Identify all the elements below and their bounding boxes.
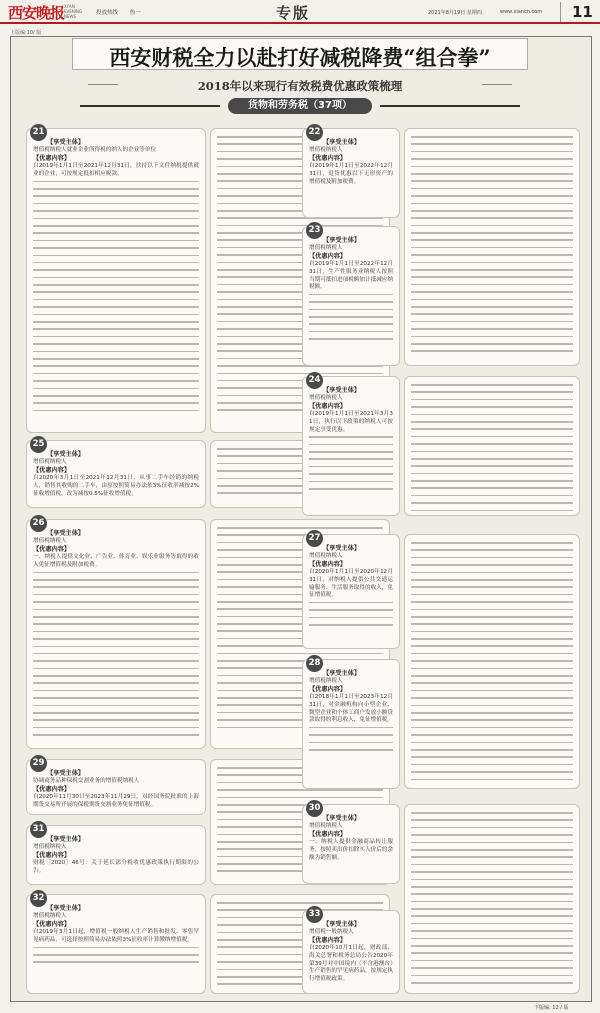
item-body: 自2020年10月1日起，财政部、海关总署和税务总局公告2020年第39号对中国境内（不含港澳台）生产销售的罕见病药品，按规定执行增值税政策。 (309, 945, 393, 982)
page-headline: 西安财税全力以赴打好减税降费“组合拳” (109, 45, 491, 70)
policy-item-23 (302, 226, 400, 366)
item-body: 自2020年1月1日至2020年12月31日，对纳税人提供公共交通运输服务、生活服务取得的收入，免征增值税。 (309, 569, 393, 599)
item-number: 33 (306, 906, 323, 923)
policy-item-27-continued (404, 534, 580, 789)
subtitle-rule-right (482, 84, 512, 85)
website-link[interactable]: www.xiancn.com (500, 9, 543, 15)
item-body: 财税〔2020〕46号：关于延长部分税收优惠政策执行期限的公告。 (33, 860, 199, 874)
policy-item-31 (26, 825, 206, 885)
item-body: 增值税纳税人 (33, 459, 67, 466)
item-subtitle: 【优惠内容】 (33, 467, 71, 474)
item-body: 自2019年1月1日至2022年12月31日，生产性服务业纳税人按照当期可抵扣进项税额加计抵减应纳税额。 (309, 261, 393, 291)
logo-subtitle: XI'AN EVENING NEWS (64, 4, 83, 19)
item-body: 增值税纳税人 (33, 844, 67, 851)
item-body: 自2020年3月1日至2021年12月31日，从事二手车经销的纳税人，销售其收购的二手车，由原按照简易办法依3%征收率减按2%征收增值税，改为减按0.5%征收增值税。 (33, 475, 199, 497)
item-body: 增值税纳税人 (309, 395, 343, 402)
item-title: 【享受主体】 (47, 139, 85, 146)
item-body: 增值税纳税人 (309, 147, 343, 154)
item-body: 一、纳税人提供金融商品转让服务，按照卖出价扣除买入价后的余额为销售额。 (309, 839, 393, 861)
item-body: 增值税一般纳税人 (309, 929, 354, 936)
text-lines (33, 947, 199, 963)
item-subtitle: 【优惠内容】 (309, 686, 347, 693)
masthead-link[interactable]: 热一 (129, 10, 141, 16)
item-number: 23 (306, 222, 323, 239)
subtitle-rule-left (88, 84, 118, 85)
policy-item-28 (302, 659, 400, 789)
text-lines (33, 572, 199, 736)
item-body: 自2019年1月1日至2022年12月31日，退货优惠以下无形资产的增值税及附加税费。 (309, 163, 393, 185)
item-title: 【享受主体】 (323, 139, 361, 146)
masthead-link[interactable]: 投放热线 (96, 10, 119, 16)
item-subtitle: 【优惠内容】 (309, 403, 347, 410)
section-title: 专版 (276, 4, 311, 22)
page-subtitle: 2018年以来现行有效税费优惠政策梳理 (197, 79, 403, 93)
item-subtitle: 【优惠内容】 (33, 546, 71, 553)
text-lines (309, 602, 393, 626)
policy-item-26 (26, 519, 206, 749)
item-title: 【享受主体】 (323, 237, 361, 244)
issue-date: 2021年8月19日 星期四 (428, 10, 482, 16)
item-title: 【享受主体】 (47, 905, 85, 912)
text-lines (309, 727, 393, 751)
policy-item-27 (302, 534, 400, 649)
editor-line: 上版编:10/ 版 (10, 30, 42, 36)
item-body: 协调商务品种保税交割业务的增值税纳税人 (33, 778, 140, 785)
text-lines (411, 384, 573, 511)
item-subtitle: 【优惠内容】 (309, 831, 347, 838)
item-number: 29 (30, 755, 47, 772)
item-title: 【享受主体】 (47, 451, 85, 458)
pill-dash-right (380, 105, 520, 107)
item-body: 自2019年3月1日起，增值税一般纳税人生产销售和批发、零售罕见病药品，可选择按照简易办法依照3%征收率计算缴纳增值税。 (33, 929, 199, 943)
item-body: 一、纳税人提供文化业、广告业、体育业、娱乐业服务等取得的收入免征增值税及附加税费。 (33, 554, 199, 568)
item-title: 【享受主体】 (47, 530, 85, 537)
item-body: 增值税纳税人 (309, 823, 343, 830)
policy-item-22 (302, 128, 400, 218)
pill-dash-left (80, 105, 220, 107)
item-number: 25 (30, 436, 47, 453)
item-subtitle: 【优惠内容】 (309, 253, 347, 260)
item-subtitle: 【优惠内容】 (309, 155, 347, 162)
item-subtitle: 【优惠内容】 (33, 155, 71, 162)
masthead-links (96, 8, 151, 16)
policy-item-29 (26, 759, 206, 815)
item-number: 26 (30, 515, 47, 532)
item-number: 30 (306, 800, 323, 817)
item-body: 自2019年1月1日至2021年12月31日，扶持以下文件纳税提供就业的企业，可按规定抵扣相应税款。 (33, 163, 199, 177)
policy-item-24 (302, 376, 400, 516)
policy-item-21 (26, 128, 206, 433)
item-body: 自2019年1月1日至2021年3月31日，执行以下政策的纳税人可按规定享受优惠。 (309, 411, 393, 433)
item-subtitle: 【优惠内容】 (309, 561, 347, 568)
item-title: 【享受主体】 (47, 770, 85, 777)
masthead (0, 0, 600, 24)
item-body: 增值税纳税人 (309, 245, 343, 252)
policy-item-32 (26, 894, 206, 994)
text-lines (33, 181, 199, 412)
item-subtitle: 【优惠内容】 (33, 921, 71, 928)
item-title: 【享受主体】 (323, 921, 361, 928)
item-subtitle: 【优惠内容】 (33, 852, 71, 859)
text-lines (309, 294, 393, 340)
item-number: 21 (30, 124, 47, 141)
item-title: 【享受主体】 (323, 545, 361, 552)
item-title: 【享受主体】 (323, 815, 361, 822)
item-body: 自2018年1月1日至2023年12月31日，对金融机构向小型企业、微型企业和个体工商户发放小额贷款取得的利息收入，免征增值税。 (309, 694, 393, 724)
item-number: 32 (30, 890, 47, 907)
policy-item-30-continued (404, 804, 580, 994)
item-body: 增值税纳税人 (33, 913, 67, 920)
newspaper-logo: 西安晚报 (8, 4, 65, 22)
policy-item-25 (26, 440, 206, 508)
item-number: 27 (306, 530, 323, 547)
item-body: 增值税纳税人 (309, 678, 343, 685)
footer-editor-line: 下版编: 12 / 版 (534, 1005, 569, 1011)
text-lines (411, 136, 573, 352)
item-body: 增值税纳税人 (33, 538, 67, 545)
item-number: 24 (306, 372, 323, 389)
item-number: 22 (306, 124, 323, 141)
item-number: 31 (30, 821, 47, 838)
item-subtitle: 【优惠内容】 (33, 786, 71, 793)
page-number: 11 (572, 3, 593, 21)
text-lines (309, 436, 393, 489)
item-body: 自2020年11月30日至2023年11月29日，对经国务院批准的上海期货交易所开展的保税期货交割业务免征增值税。 (33, 794, 199, 808)
text-lines (411, 812, 573, 984)
item-subtitle: 【优惠内容】 (309, 937, 347, 944)
item-title: 【享受主体】 (323, 387, 361, 394)
category-pill: 货物和劳务税（37项） (228, 98, 372, 114)
item-body: 增值税纳税人 (309, 553, 343, 560)
text-lines (411, 542, 573, 780)
item-title: 【享受主体】 (47, 836, 85, 843)
item-body: 增值税纳税人就业企业所得税的纳人的企业等单位 (33, 147, 157, 154)
policy-item-24-continued (404, 376, 580, 516)
policy-item-22-continued (404, 128, 580, 366)
item-number: 28 (306, 655, 323, 672)
item-title: 【享受主体】 (323, 670, 361, 677)
